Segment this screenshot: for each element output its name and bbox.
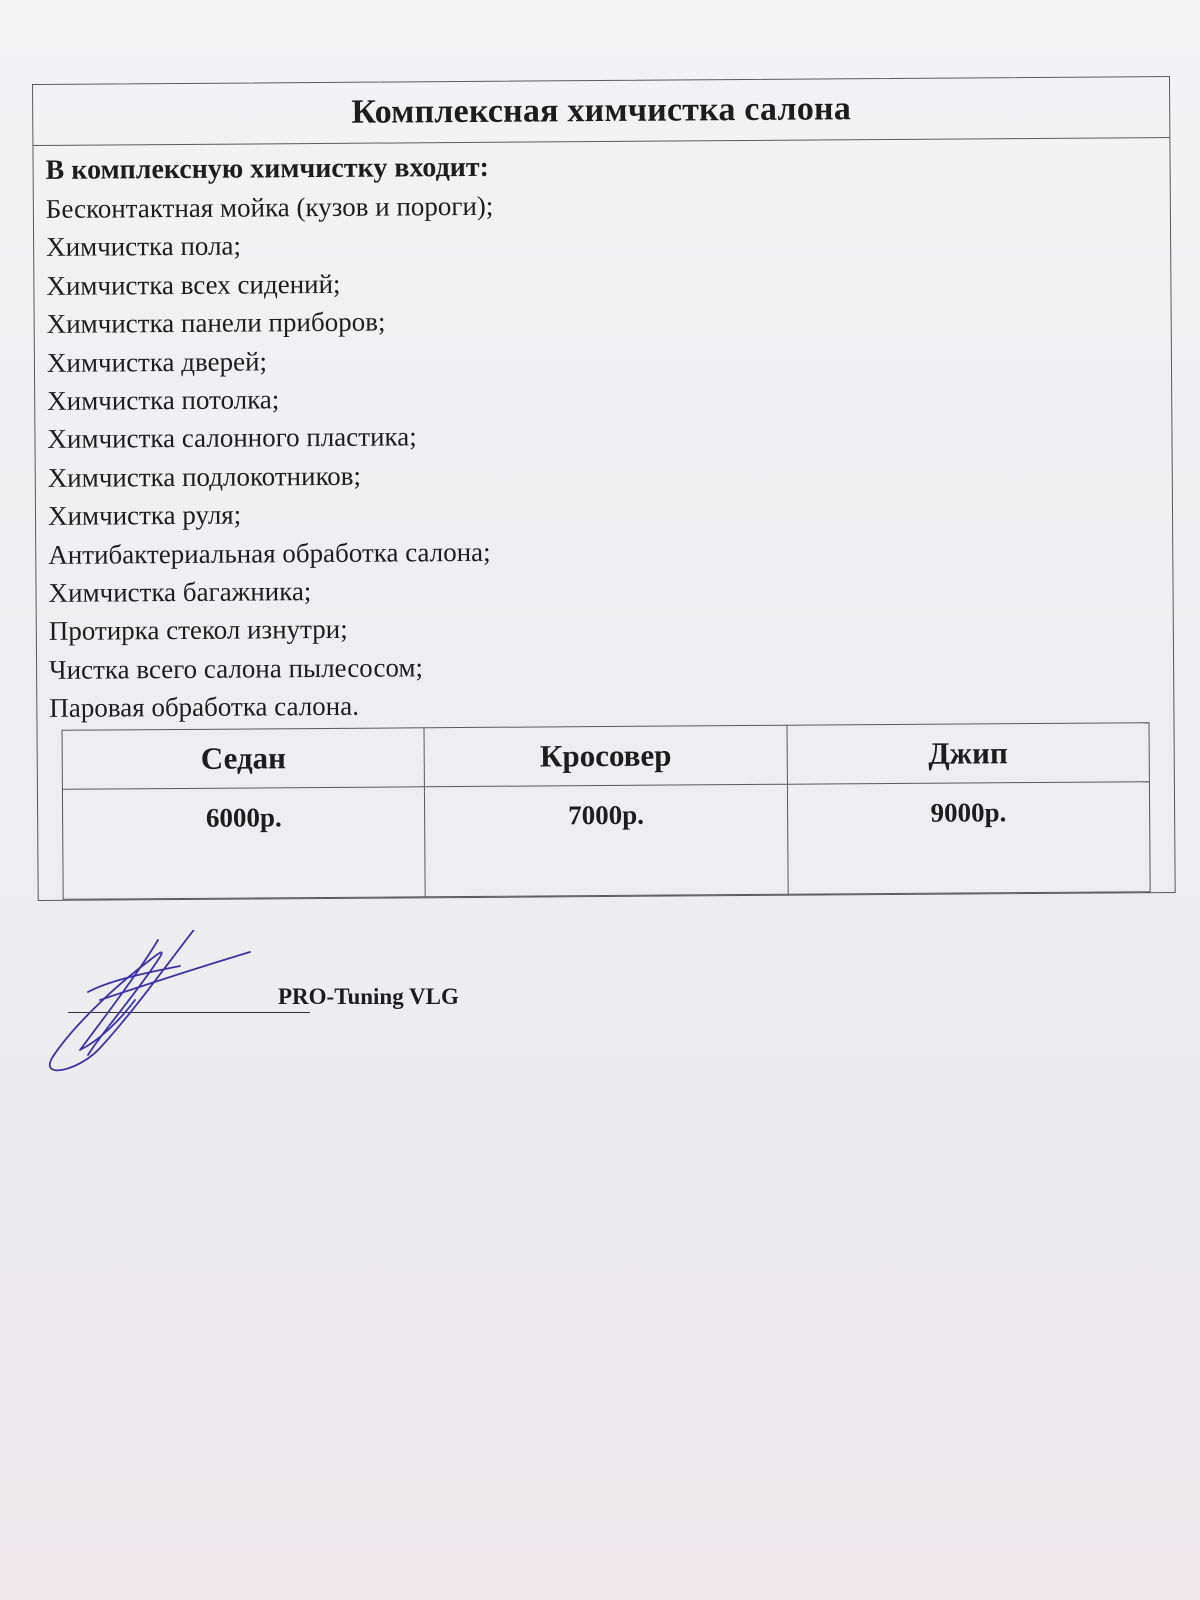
price-table-header-row <box>62 722 1149 789</box>
service-item: Химчистка салонного пластика; <box>47 421 417 455</box>
service-item: Химчистка руля; <box>47 499 242 532</box>
price-table <box>62 722 1151 900</box>
company-name: PRO-Tuning VLG <box>278 984 459 1009</box>
service-item: Химчистка потолка; <box>47 384 280 416</box>
price-sedan: 6000р. <box>62 786 425 899</box>
signature-strokes <box>50 930 250 1070</box>
service-item: Химчистка панели приборов; <box>46 306 386 340</box>
service-item: Чистка всего салона пылесосом; <box>48 652 424 685</box>
service-item: Химчистка дверей; <box>46 345 268 378</box>
service-item: Протирка стекол изнутри; <box>48 614 348 647</box>
price-jeep: 9000р. <box>787 781 1150 894</box>
header-sedan: Седан <box>62 727 425 789</box>
price-crossover: 7000р. <box>425 784 788 897</box>
service-item: Химчистка подлокотников; <box>47 460 362 493</box>
price-table-row <box>62 781 1150 899</box>
service-item: Химчистка пола; <box>46 230 242 263</box>
handwritten-signature <box>40 930 300 1080</box>
service-item: Антибактериальная обработка салона; <box>48 536 491 570</box>
services-heading: В комплексную химчистку входит: <box>45 151 490 186</box>
service-item: Химчистка багажника; <box>48 576 312 608</box>
services-section <box>33 138 1173 730</box>
service-item: Паровая обработка салона. <box>49 691 360 724</box>
price-document <box>32 76 1176 901</box>
header-jeep: Джип <box>787 722 1150 784</box>
service-item: Химчистка всех сидений; <box>46 268 341 301</box>
service-item: Бесконтактная мойка (кузов и пороги); <box>45 190 494 224</box>
signature-block <box>40 930 540 1080</box>
services-list <box>46 182 1162 727</box>
document-title: Комплексная химчистка салона <box>33 77 1169 146</box>
header-crossover: Кросовер <box>424 725 787 787</box>
